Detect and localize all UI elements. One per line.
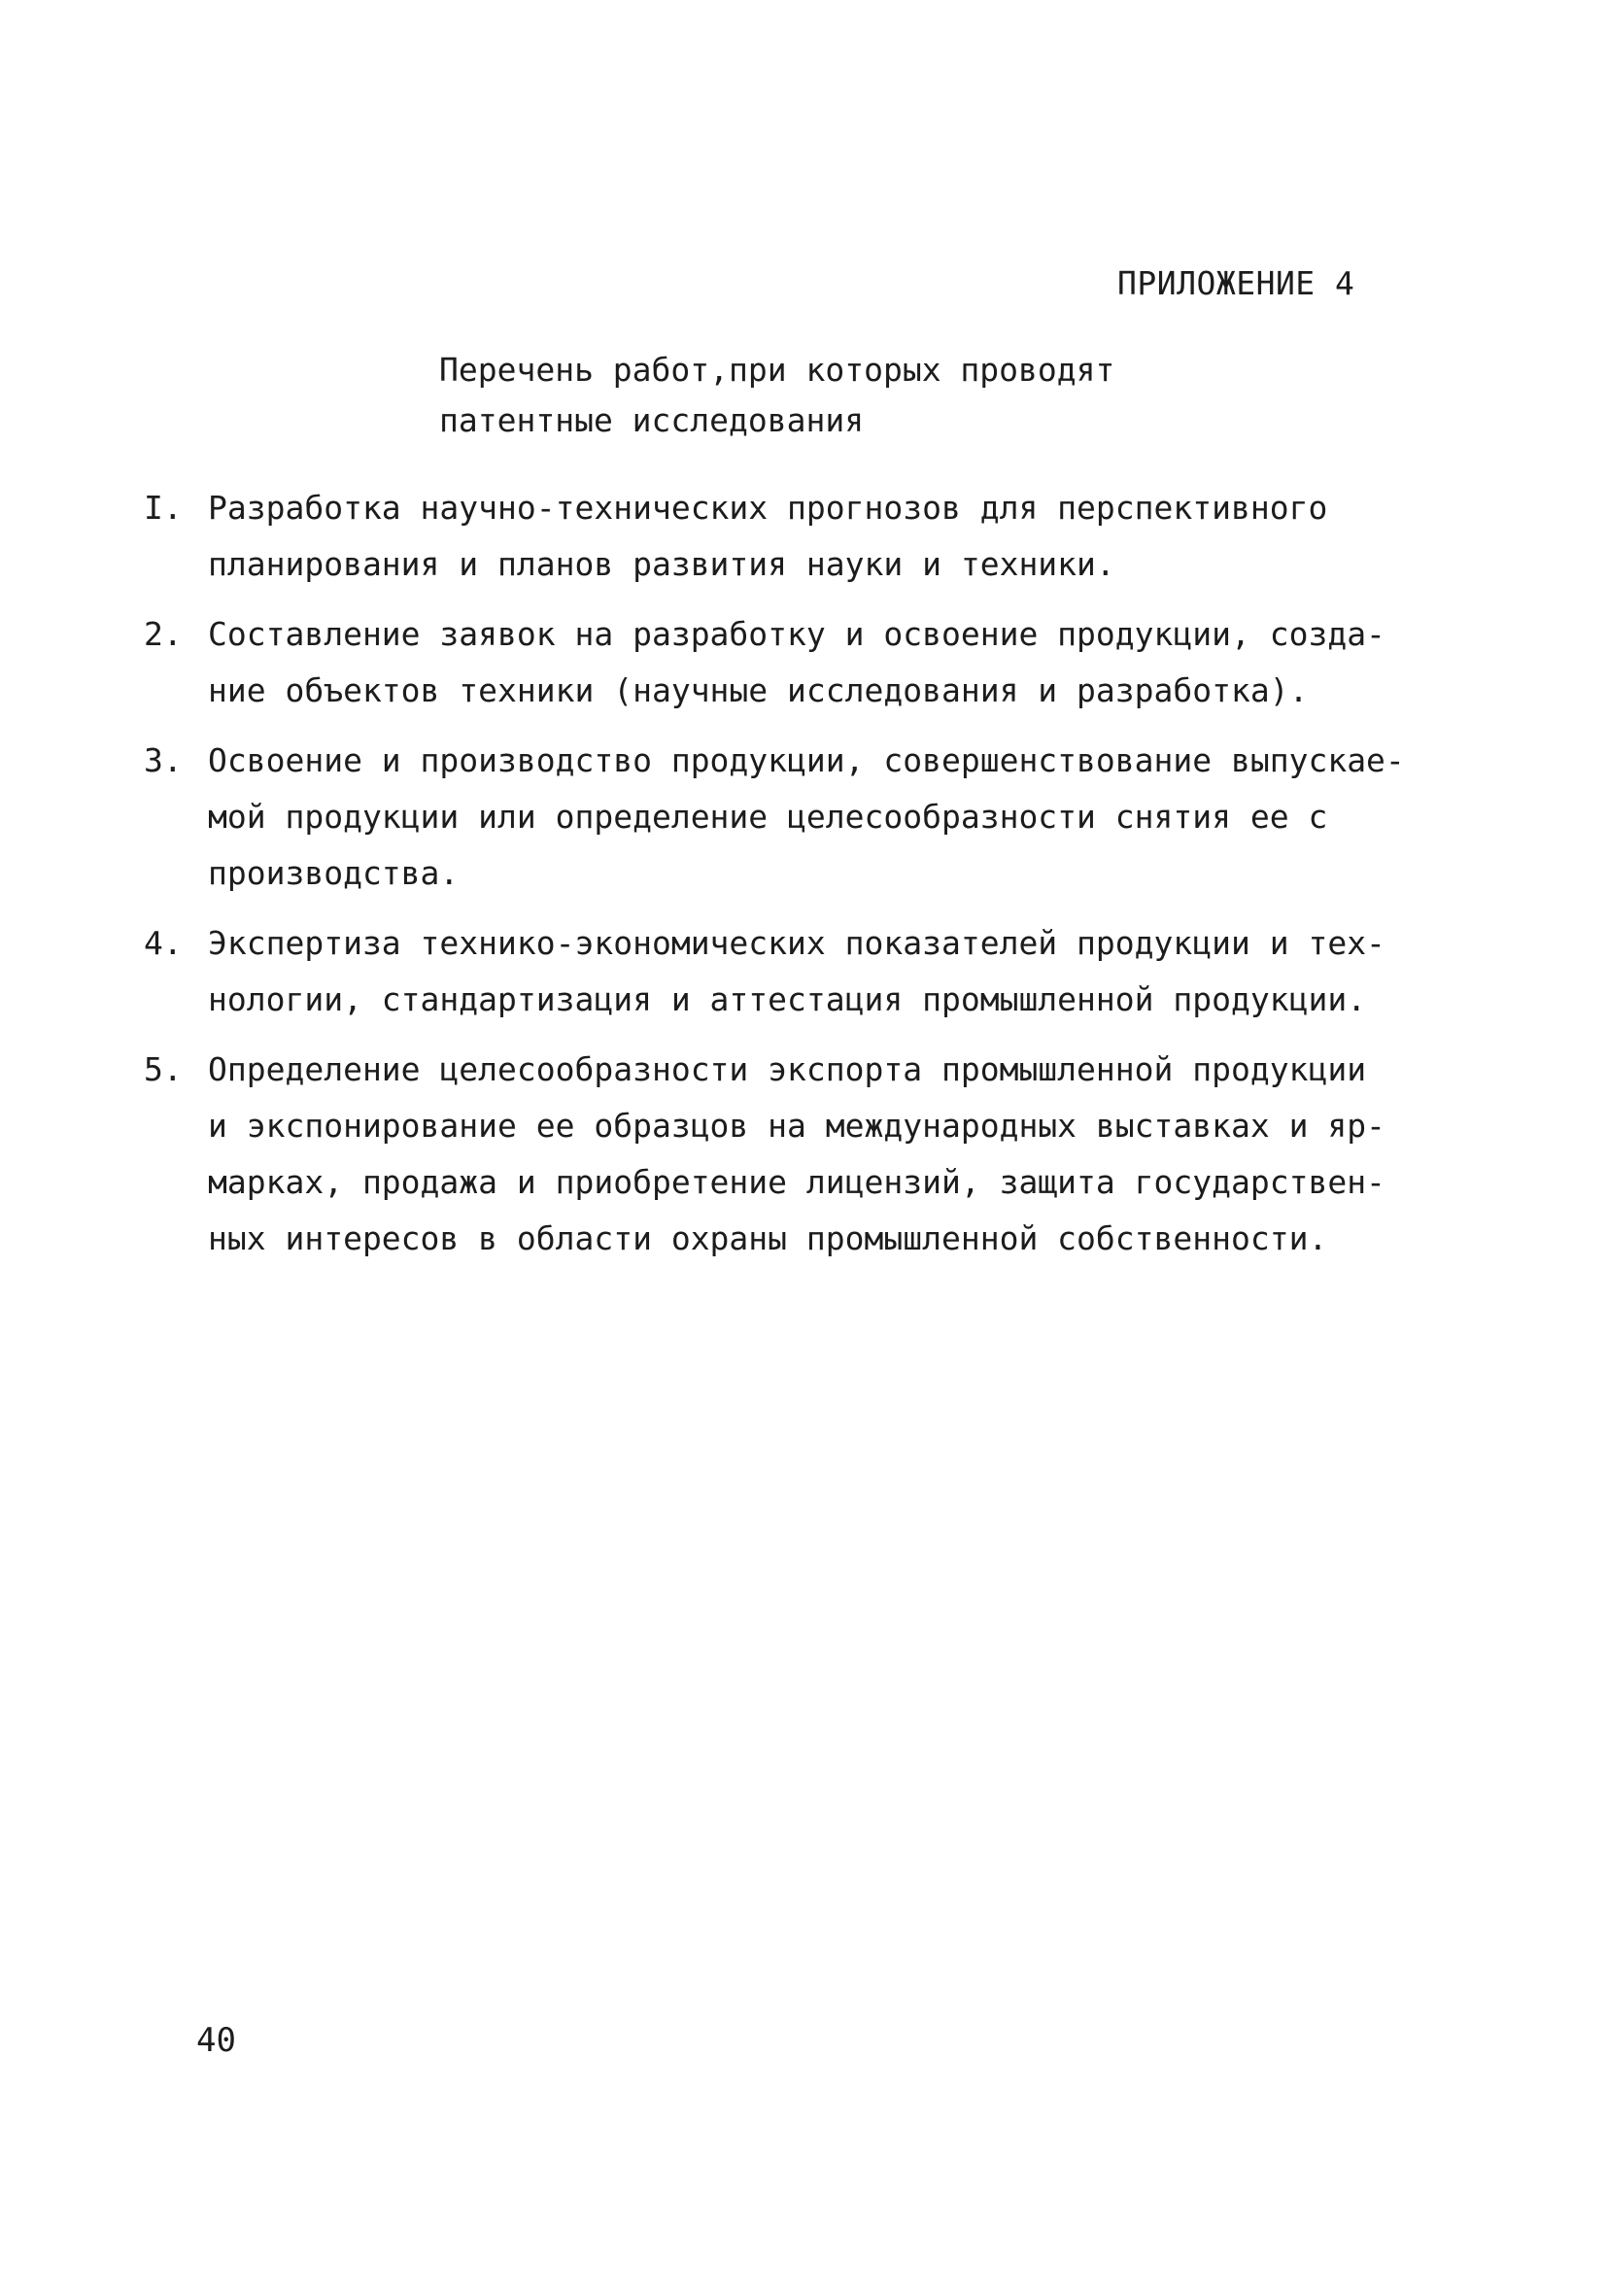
appendix-label: ПРИЛОЖЕНИЕ 4 [1117,264,1355,302]
item-line: мой продукции или определение целесообразности снятия ее с [208,798,1328,836]
item-text [208,480,1417,593]
item-line: Составление заявок на разработку и освоение продукции, созда- [208,615,1385,653]
item-number: I. [144,489,183,527]
item-number: 5. [144,1050,183,1088]
item-line: планирования и планов развития науки и техники. [208,545,1115,583]
item-number: 2. [144,615,183,653]
item-number: 3. [144,741,183,779]
item-line: ние объектов техники (научные исследования и разработка). [208,671,1309,709]
page-number: 40 [196,2021,236,2060]
item-text [208,915,1417,1028]
item-line: производства. [208,854,460,892]
list-item [144,480,1417,593]
work-list [144,480,1417,1281]
item-text [208,606,1417,719]
item-text [208,1042,1417,1267]
item-line: нологии, стандартизация и аттестация промышленной продукции. [208,980,1367,1018]
list-item [144,606,1417,719]
item-number: 4. [144,924,183,962]
item-line: ных интересов в области охраны промышленной собственности. [208,1219,1328,1257]
document-title [439,345,1114,446]
item-line: Определение целесообразности экспорта промышленной продукции [208,1050,1367,1088]
title-line-1: Перечень работ,при которых проводят [439,351,1115,389]
item-text [208,733,1417,902]
title-line-2: патентные исследования [439,401,865,439]
list-item [144,915,1417,1028]
item-line: Разработка научно-технических прогнозов для перспективного [208,489,1328,527]
item-line: Освоение и производство продукции, совершенствование выпускае- [208,741,1405,779]
item-line: и экспонирование ее образцов на международных выставках и яр- [208,1107,1385,1145]
list-item [144,1042,1417,1267]
item-line: Экспертиза технико-экономических показателей продукции и тех- [208,924,1385,962]
item-line: марках, продажа и приобретение лицензий, защита государствен- [208,1163,1385,1201]
list-item [144,733,1417,902]
